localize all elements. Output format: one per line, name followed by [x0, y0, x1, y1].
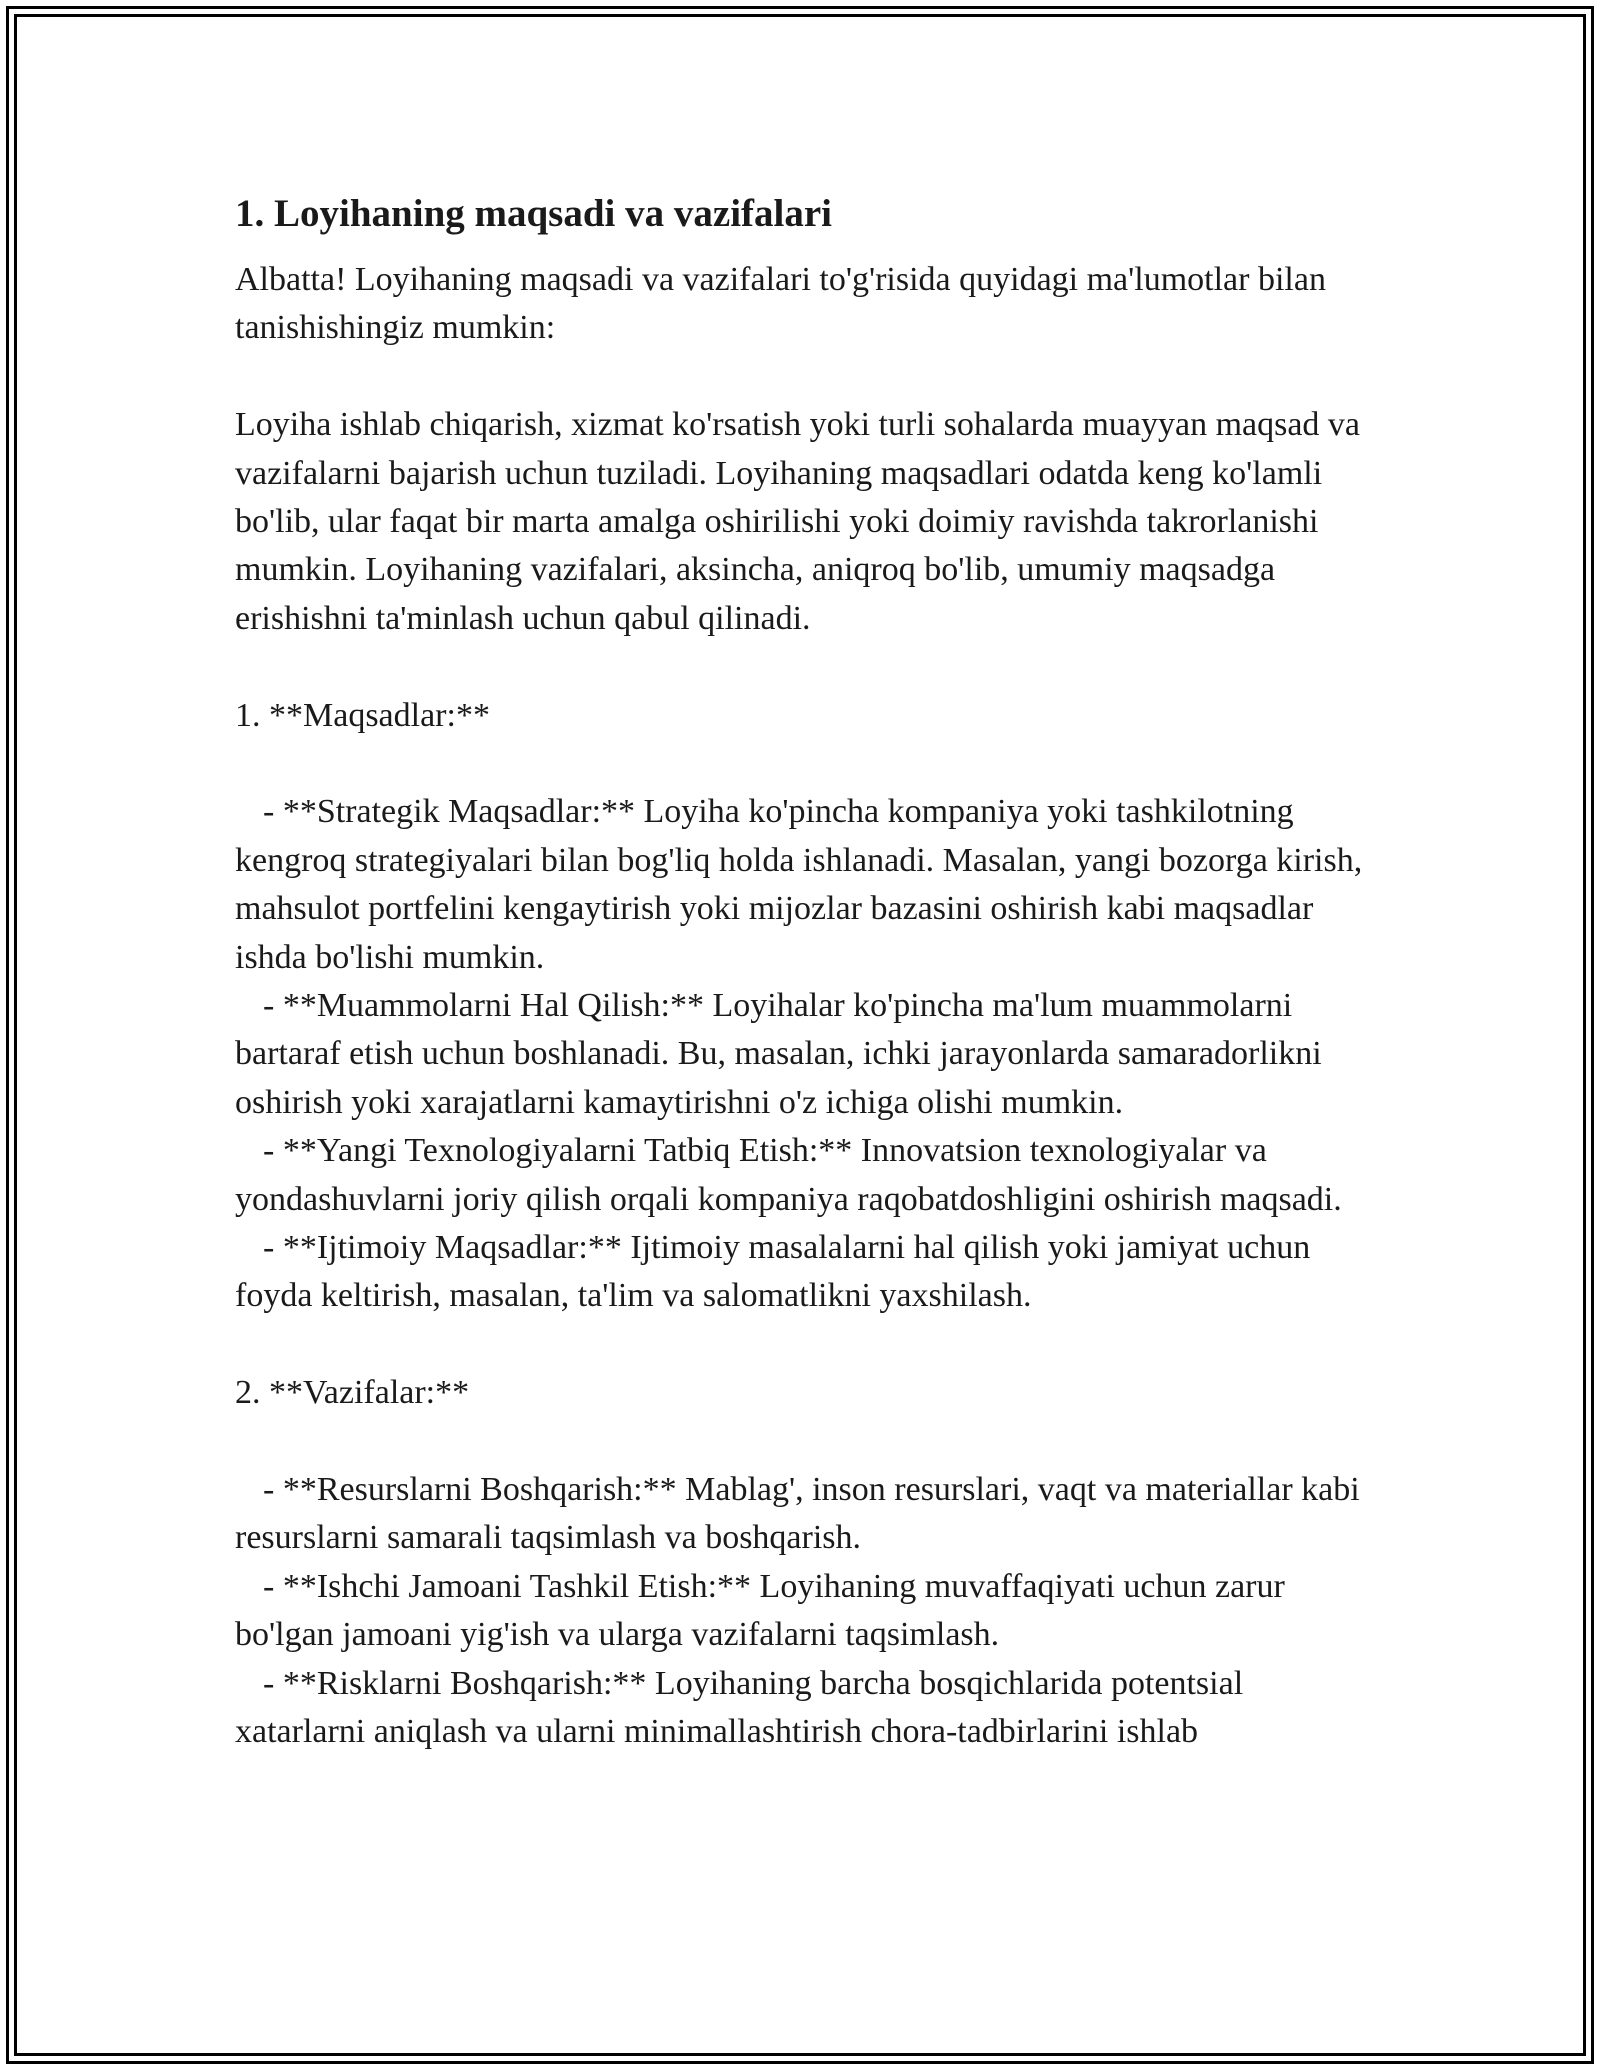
list-item-resurslar: - **Resurslarni Boshqarish:** Mablag', inson resurslari, vaqt va materiallar kabi resurslarni samarali taqsimlash va boshqarish.: [235, 1471, 1369, 1557]
list-item-muammolar: - **Muammolarni Hal Qilish:** Loyihalar ko'pincha ma'lum muammolarni bartaraf etish uchun boshlanadi. Bu, masalan, ichki jarayonlarda samaradorlikni oshirish yoki xarajatlarni kamaytirishni o'z ichiga olishi mumkin.: [235, 987, 1331, 1121]
list-item-strategik: - **Strategik Maqsadlar:** Loyiha ko'pincha kompaniya yoki tashkilotning kengroq strategiyalari bilan bog'liq holda ishlanadi. Masalan, yangi bozorga kirish, mahsulot portfelini kengaytirish yoki mijozlar bazasini oshirish kabi maqsadlar ishda bo'lishi mumkin.: [235, 793, 1371, 976]
paragraph-spacer: [235, 643, 1375, 691]
list-item-jamoa: - **Ishchi Jamoani Tashkil Etish:** Loyihaning muvaffaqiyati uchun zarur bo'lgan jamoani yig'ish va ularga vazifalarni taqsimlash.: [235, 1567, 1294, 1654]
section-heading-maqsadlar: 1. **Maqsadlar:**: [235, 696, 490, 734]
intro-paragraph: Albatta! Loyihaning maqsadi va vazifalari to'g'risida quyidagi ma'lumotlar bilan tanishishingiz mumkin:: [235, 261, 1335, 347]
section-heading-vazifalar: 2. **Vazifalar:**: [235, 1374, 470, 1412]
list-item-texnologiyalar: - **Yangi Texnologiyalarni Tatbiq Etish:** Innovatsion texnologiyalar va yondashuvlarni joriy qilish orqali kompaniya raqobatdoshligini oshirish maqsadi.: [235, 1132, 1342, 1218]
paragraph-spacer: [235, 1418, 1375, 1466]
paragraph-spacer: [235, 740, 1375, 788]
overview-paragraph: Loyiha ishlab chiqarish, xizmat ko'rsatish yoki turli sohalarda muayyan maqsad va vazifalarni bajarish uchun tuziladi. Loyihaning maqsadlari odatda keng ko'lamli bo'lib, ular faqat bir marta amalga oshirilishi yoki doimiy ravishda takrorlanishi mumkin. Loyihaning vazifalari, aksincha, aniqroq bo'lib, umumiy maqsadga erishishni ta'minlash uchun qabul qilinadi.: [235, 406, 1369, 637]
document-title: 1. Loyihaning maqsadi va vazifalari: [235, 192, 832, 235]
list-item-risklar: - **Risklarni Boshqarish:** Loyihaning barcha bosqichlarida potentsial xatarlarni aniqlash va ularni minimallashtirish chora-tadbirlarini ishlab: [235, 1664, 1252, 1751]
document-body: [235, 185, 1375, 1757]
paragraph-spacer: [235, 353, 1375, 401]
paragraph-spacer: [235, 1321, 1375, 1369]
list-item-ijtimoiy: - **Ijtimoiy Maqsadlar:** Ijtimoiy masalalarni hal qilish yoki jamiyat uchun foyda keltirish, masalan, ta'lim va salomatlikni yaxshilash.: [235, 1229, 1319, 1315]
